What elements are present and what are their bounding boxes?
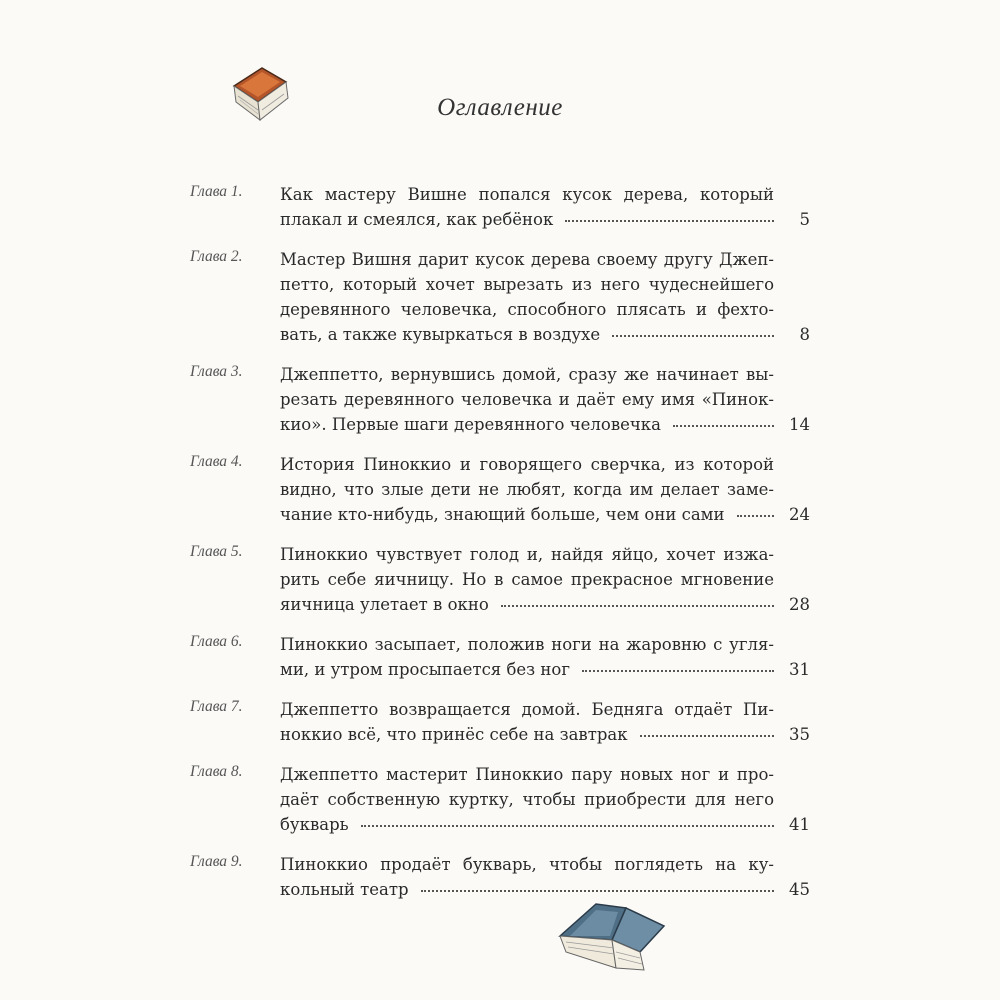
page-number: 8 [799, 325, 810, 344]
chapter-title: Пиноккио продаёт букварь, чтобы поглядеть на ку- кольный театр [280, 855, 774, 899]
dot-leader [421, 889, 774, 892]
page-number: 41 [789, 815, 810, 834]
page-number: 24 [789, 505, 810, 524]
chapter-label: Глава 4. [190, 453, 243, 470]
toc-entry-2[interactable] [190, 247, 810, 347]
chapter-title: Джеппетто возвращается домой. Бедняга отдаёт Пи- ноккио всё, что принёс себе на завтрак [280, 700, 774, 744]
page-number: 28 [789, 595, 810, 614]
page-number: 5 [799, 210, 810, 229]
chapter-title: Мастер Вишня дарит кусок дерева своему другу Джеп- петто, который хочет вырезать из него чудеснейшего деревянного человечка, способного плясать и фехто- вать, а также кувыркаться в воздухе [280, 250, 774, 344]
chapter-label: Глава 6. [190, 633, 243, 650]
dot-leader [612, 334, 774, 337]
chapter-title: Джеппетто мастерит Пиноккио пару новых ног и про- даёт собственную куртку, чтобы приобрести для него букварь [280, 765, 774, 834]
dot-leader [640, 734, 774, 737]
chapter-title: Как мастеру Вишне попался кусок дерева, который плакал и смеялся, как ребёнок [280, 185, 774, 229]
chapter-label: Глава 9. [190, 853, 243, 870]
page-number: 35 [789, 725, 810, 744]
page-number: 45 [789, 880, 810, 899]
chapter-label: Глава 2. [190, 248, 243, 265]
page-number: 31 [789, 660, 810, 679]
chapter-label: Глава 1. [190, 183, 243, 200]
chapter-title: Пиноккио чувствует голод и, найдя яйцо, хочет изжа- рить себе яичницу. Но в самое прекрасное мгновение яичница улетает в окно [280, 545, 774, 614]
chapter-title: Джеппетто, вернувшись домой, сразу же начинает вы- резать деревянного человечка и даёт ему имя «Пинок- кио». Первые шаги деревянного человечка [280, 365, 774, 434]
dot-leader [565, 219, 774, 222]
toc-entry-3[interactable] [190, 362, 810, 437]
toc-entry-5[interactable] [190, 542, 810, 617]
page-number: 14 [789, 415, 810, 434]
toc-entry-4[interactable] [190, 452, 810, 527]
dot-leader [501, 604, 774, 607]
chapter-label: Глава 8. [190, 763, 243, 780]
table-of-contents [190, 182, 810, 917]
toc-entry-6[interactable] [190, 632, 810, 682]
chapter-title: Пиноккио засыпает, положив ноги на жаровню с угля- ми, и утром просыпается без ног [280, 635, 774, 679]
open-book-illustration-icon [556, 896, 668, 974]
dot-leader [737, 514, 774, 517]
toc-entry-8[interactable] [190, 762, 810, 837]
dot-leader [361, 824, 774, 827]
chapter-label: Глава 5. [190, 543, 243, 560]
toc-entry-9[interactable] [190, 852, 810, 902]
page-title: Оглавление [437, 94, 563, 121]
toc-entry-1[interactable] [190, 182, 810, 232]
chapter-label: Глава 7. [190, 698, 243, 715]
chapter-label: Глава 3. [190, 363, 243, 380]
toc-entry-7[interactable] [190, 697, 810, 747]
chapter-title: История Пиноккио и говорящего сверчка, из которой видно, что злые дети не любят, когда им делает заме- чание кто-нибудь, знающий больше, чем они сами [280, 455, 774, 524]
dot-leader [582, 669, 774, 672]
dot-leader [673, 424, 774, 427]
